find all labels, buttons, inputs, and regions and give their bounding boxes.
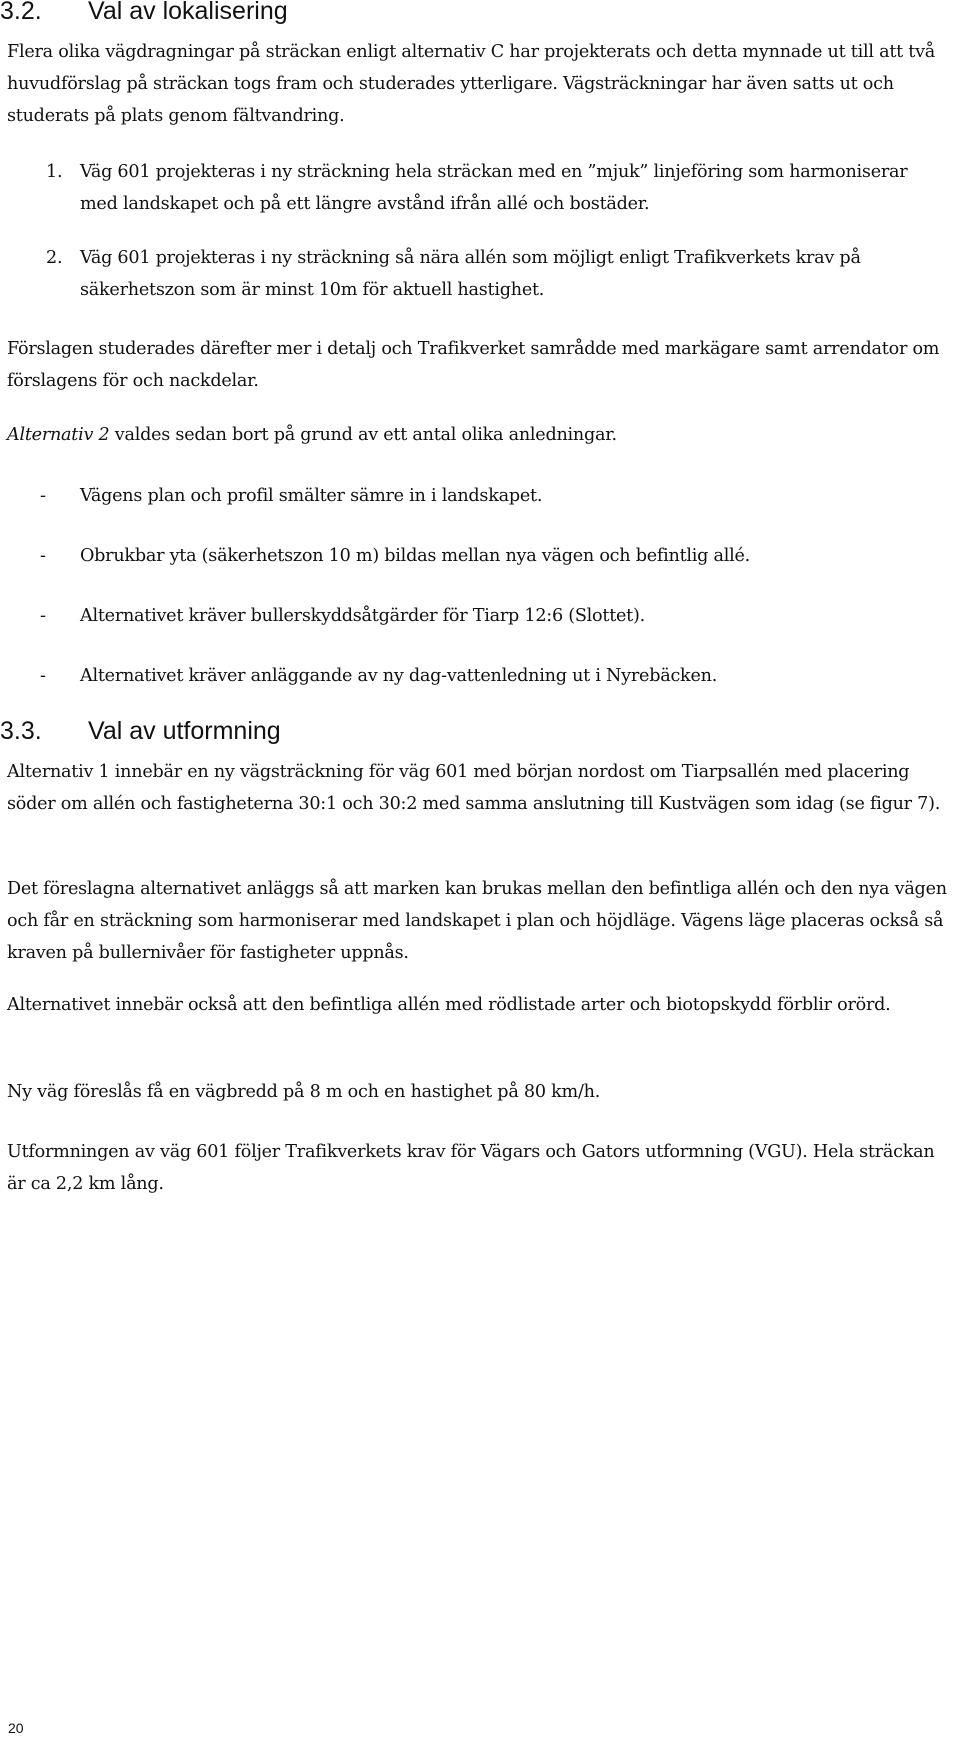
section-heading-3-2 (0, 0, 288, 26)
option-item (46, 156, 946, 220)
reason-text: Alternativet kräver bullerskyddsåtgärder för Tiarp 12:6 (Slottet). (80, 606, 645, 626)
option-text: Väg 601 projekteras i ny sträckning så nära allén som möjligt enligt Trafikverkets krav på säkerhetszon som är minst 10m för aktuell hastighet. (80, 248, 861, 300)
rejected-paragraph (7, 419, 952, 451)
reason-item (40, 540, 940, 572)
dash-marker: - (40, 486, 46, 506)
dash-marker: - (40, 666, 46, 686)
body-paragraph: Alternativet innebär också att den befintliga allén med rödlistade arter och biotopskydd förblir orörd. (7, 995, 891, 1015)
option-text: Väg 601 projekteras i ny sträckning hela sträckan med en ”mjuk” linjeföring som harmoniserar med landskapet och på ett längre avstånd ifrån allé och bostäder. (80, 162, 908, 214)
body-paragraph: Ny väg föreslås få en vägbredd på 8 m och en hastighet på 80 km/h. (7, 1082, 601, 1102)
section-number: 3.2. (0, 0, 42, 25)
page-number: 20 (8, 1720, 24, 1736)
dash-marker: - (40, 606, 46, 626)
option-item (46, 242, 946, 306)
rejected-rest: valdes sedan bort på grund av ett antal olika anledningar. (109, 425, 617, 445)
section-heading-3-3 (0, 716, 281, 746)
intro-paragraph: Flera olika vägdragningar på sträckan enligt alternativ C har projekterats och detta mynnade ut till att två huvudförslag på sträckan togs fram och studerades ytterligare. Vägsträckningar har även satts ut och studerats på plats genom fältvandring. (7, 42, 936, 126)
options-list (46, 156, 946, 306)
list-marker: 2. (46, 248, 63, 268)
rejected-emphasis: Alternativ 2 (7, 425, 110, 445)
reason-text: Obrukbar yta (säkerhetszon 10 m) bildas mellan nya vägen och befintlig allé. (80, 546, 751, 566)
reason-text: Alternativet kräver anläggande av ny dag-vattenledning ut i Nyrebäcken. (80, 666, 718, 686)
body-paragraph: Alternativ 1 innebär en ny vägsträckning för väg 601 med början nordost om Tiarpsallén med placering söder om allén och fastigheterna 30:1 och 30:2 med samma anslutning till Kustvägen som idag (se figur 7). (7, 762, 941, 814)
reason-item (40, 600, 940, 632)
section-title: Val av utformning (88, 717, 281, 745)
list-marker: 1. (46, 162, 63, 182)
section-title: Val av lokalisering (88, 0, 288, 25)
section-number: 3.3. (0, 717, 42, 745)
body-paragraph: Utformningen av väg 601 följer Trafikverkets krav för Vägars och Gators utformning (VGU). Hela sträckan är ca 2,2 km lång. (7, 1142, 935, 1194)
body-paragraph: Det föreslagna alternativet anläggs så att marken kan brukas mellan den befintliga allén och den nya vägen och får en sträckning som harmoniserar med landskapet i plan och höjdläge. Vägens läge placeras också så kraven på bullernivåer för fastigheter uppnås. (7, 879, 947, 963)
consultation-paragraph: Förslagen studerades därefter mer i detalj och Trafikverket samrådde med markägare samt arrendator om förslagens för och nackdelar. (7, 339, 940, 391)
reason-item (40, 660, 940, 692)
dash-marker: - (40, 546, 46, 566)
reason-text: Vägens plan och profil smälter sämre in i landskapet. (80, 486, 543, 506)
reason-item (40, 480, 940, 512)
